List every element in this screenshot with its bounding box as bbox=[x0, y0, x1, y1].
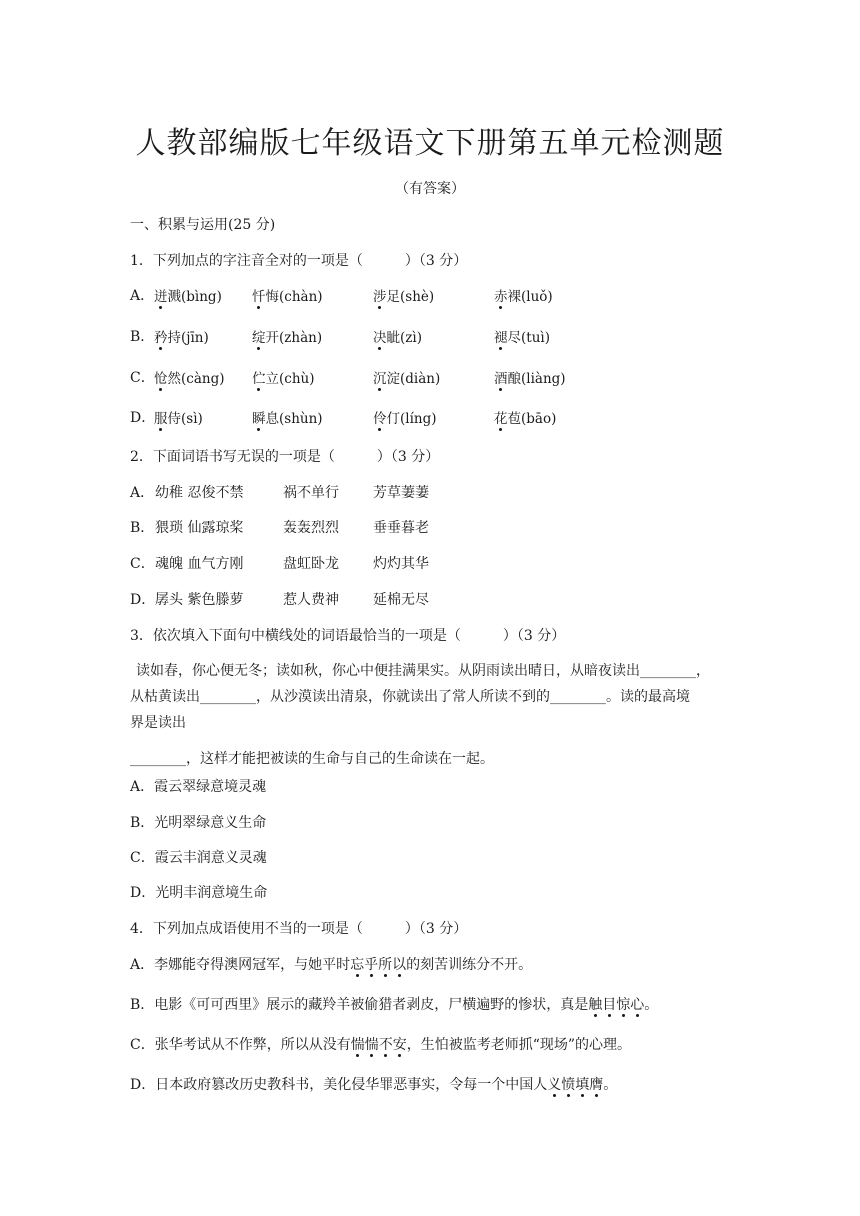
dotted-char: 膺 bbox=[589, 1077, 604, 1093]
option-label: D． bbox=[130, 592, 156, 608]
dotted-char: 忏 bbox=[252, 289, 266, 305]
dotted-char: 安 bbox=[392, 1037, 407, 1053]
question-3-stem: 3．依次填入下面句中横线处的词语最恰当的一项是（ ）（3 分） bbox=[130, 628, 566, 644]
passage-line: 从枯黄读出________，从沙漠读出清泉，你就读出了常人所读不到的________。读的最高境 bbox=[130, 689, 690, 705]
option-label: D． bbox=[130, 1077, 156, 1093]
pinyin-item bbox=[494, 285, 553, 305]
dotted-char: 迸 bbox=[154, 289, 168, 305]
pinyin-item bbox=[494, 326, 550, 346]
dotted-char: 赤 bbox=[494, 289, 508, 305]
question-1-stem: 1．下列加点的字注音全对的一项是（ ）（3 分） bbox=[130, 253, 468, 269]
dotted-char: 褪 bbox=[494, 330, 508, 346]
dotted-char: 惴 bbox=[364, 1037, 379, 1053]
passage-line: 界是读出 bbox=[130, 715, 186, 731]
item-text: 淀 bbox=[386, 371, 400, 387]
pinyin-item bbox=[154, 285, 222, 305]
pinyin-item bbox=[154, 326, 209, 346]
option-label: A． bbox=[130, 957, 155, 973]
section-heading: 一、积累与运用(25 分) bbox=[130, 217, 276, 233]
dotted-char: 以 bbox=[392, 957, 407, 973]
item-text: 持(jīn) bbox=[167, 330, 209, 346]
answer-option bbox=[130, 994, 658, 1014]
dotted-char: 所 bbox=[378, 957, 393, 973]
pinyin-item bbox=[373, 326, 422, 346]
item-text: 然(càng) bbox=[167, 371, 225, 387]
option-label: C． bbox=[130, 1037, 155, 1053]
dotted-char: 心 bbox=[630, 997, 645, 1013]
question-2-stem: 2．下面词语书写无误的一项是（ ）（3 分） bbox=[130, 449, 440, 465]
item-text: 足(shè) bbox=[386, 289, 435, 305]
option-label: B． bbox=[130, 329, 155, 345]
option-label: A． bbox=[130, 485, 155, 501]
option-label: B． bbox=[130, 997, 155, 1013]
dotted-char: 绽 bbox=[252, 330, 266, 346]
question-3-passage bbox=[130, 658, 730, 772]
option-text: 。 bbox=[644, 997, 659, 1013]
option-text: 惹人费神 bbox=[283, 592, 339, 608]
answer-option: A．霞云翠绿意境灵魂 bbox=[130, 779, 267, 795]
dotted-char: 惊 bbox=[616, 997, 631, 1013]
dotted-char: 乎 bbox=[364, 957, 379, 973]
pinyin-item bbox=[373, 367, 440, 387]
answer-option bbox=[130, 1034, 631, 1054]
option-label: D． bbox=[130, 410, 156, 426]
page-subtitle: （有答案） bbox=[395, 181, 465, 197]
dotted-idiom bbox=[588, 997, 644, 1013]
option-text: 魂魄 血气方刚 bbox=[155, 556, 244, 572]
pinyin-item bbox=[373, 407, 437, 427]
option-text: 幼稚 忍俊不禁 bbox=[155, 485, 244, 501]
page-title: 人教部编版七年级语文下册第五单元检测题 bbox=[135, 126, 725, 161]
item-text: (liàng) bbox=[521, 371, 566, 387]
dotted-char: 沉 bbox=[373, 371, 387, 387]
option-text: 轰轰烈烈 bbox=[283, 520, 339, 536]
option-label: C． bbox=[130, 556, 155, 572]
option-text: 盘虹卧龙 bbox=[283, 556, 339, 572]
answer-option: C．霞云丰润意义灵魂 bbox=[130, 850, 267, 866]
pinyin-item bbox=[154, 367, 224, 387]
pinyin-item bbox=[494, 407, 556, 427]
item-text: 溅(bìng) bbox=[167, 289, 222, 305]
option-text: ，生怕被监考老师抓“现场”的心理。 bbox=[406, 1037, 632, 1053]
pinyin-item bbox=[154, 407, 203, 427]
option-text: 延棉无尽 bbox=[373, 592, 429, 608]
item-text: 尽(tuì) bbox=[507, 330, 550, 346]
dotted-char: 酒 bbox=[494, 371, 508, 387]
item-text: 侍 bbox=[167, 411, 181, 427]
dotted-char: 决 bbox=[373, 330, 387, 346]
option-label: B． bbox=[130, 520, 155, 536]
option-text: 电影《可可西里》展示的藏羚羊被偷猎者剥皮，尸横遍野的惨状，真是 bbox=[154, 997, 589, 1013]
option-text: 灼灼其华 bbox=[373, 556, 429, 572]
option-text: 的刻苦训练分不开。 bbox=[406, 957, 533, 973]
item-text: (zì) bbox=[400, 330, 422, 346]
item-text: (luǒ) bbox=[521, 289, 553, 305]
option-text: 祸不单行 bbox=[283, 485, 339, 501]
option-text: 张华考试从不作弊，所以从没有 bbox=[154, 1037, 351, 1053]
dotted-char: 怆 bbox=[154, 371, 168, 387]
dotted-char: 伶 bbox=[373, 411, 387, 427]
item-text: 息(shùn) bbox=[265, 411, 323, 427]
option-text: 猥琐 仙露琼桨 bbox=[155, 520, 244, 536]
option-label: A． bbox=[130, 288, 155, 304]
pinyin-item bbox=[252, 367, 314, 387]
pinyin-item bbox=[252, 285, 323, 305]
dotted-char: 填 bbox=[575, 1077, 590, 1093]
item-text: (bāo) bbox=[521, 411, 557, 427]
answer-option: D．光明丰润意境生命 bbox=[130, 885, 268, 901]
dotted-char: 矜 bbox=[154, 330, 168, 346]
item-text: 苞 bbox=[507, 411, 521, 427]
dotted-char: 不 bbox=[378, 1037, 393, 1053]
pinyin-item bbox=[494, 367, 566, 387]
dotted-idiom bbox=[351, 1037, 407, 1053]
dotted-idiom bbox=[350, 957, 406, 973]
answer-option bbox=[130, 1074, 617, 1094]
dotted-char: 涉 bbox=[373, 289, 387, 305]
item-text: 仃(líng) bbox=[386, 411, 437, 427]
answer-option bbox=[130, 954, 532, 974]
item-text: 开(zhàn) bbox=[265, 330, 323, 346]
pinyin-item bbox=[252, 407, 323, 427]
option-text: 李娜能夺得澳网冠军，与她平时 bbox=[154, 957, 351, 973]
dotted-char: 忘 bbox=[350, 957, 365, 973]
item-text: 悔(chàn) bbox=[265, 289, 323, 305]
dotted-char: 义 bbox=[547, 1077, 562, 1093]
option-text: 孱头 紫色滕萝 bbox=[155, 592, 244, 608]
passage-line: 读如春，你心便无冬；读如秋，你心中便挂满果实。从阴雨读出晴日，从暗夜读出________， bbox=[136, 663, 710, 679]
dotted-char: 触 bbox=[588, 997, 603, 1013]
dotted-char: 愤 bbox=[561, 1077, 576, 1093]
dotted-char: 服 bbox=[154, 411, 168, 427]
passage-line: ________，这样才能把被读的生命与自己的生命读在一起。 bbox=[130, 751, 494, 767]
item-text: 立(chù) bbox=[265, 371, 315, 387]
dotted-char: 惴 bbox=[350, 1037, 365, 1053]
option-text: 芳草萋萋 bbox=[373, 485, 429, 501]
option-label: C． bbox=[130, 370, 155, 386]
answer-option: B．光明翠绿意义生命 bbox=[130, 815, 267, 831]
option-text: 。 bbox=[603, 1077, 618, 1093]
dotted-char: 花 bbox=[494, 411, 508, 427]
item-text: (diàn) bbox=[400, 371, 441, 387]
dotted-char: 伫 bbox=[252, 371, 266, 387]
pinyin-item bbox=[373, 285, 434, 305]
item-text: 眦 bbox=[386, 330, 400, 346]
dotted-char: 目 bbox=[602, 997, 617, 1013]
item-text: 酿 bbox=[507, 371, 521, 387]
dotted-char: 瞬 bbox=[252, 411, 266, 427]
option-text: 日本政府篡改历史教科书，美化侵华罪恶事实，令每一个中国人 bbox=[155, 1077, 548, 1093]
dotted-idiom bbox=[547, 1077, 603, 1093]
pinyin-item bbox=[252, 326, 322, 346]
item-text: 裸 bbox=[507, 289, 521, 305]
question-4-stem: 4．下列加点成语使用不当的一项是（ ）（3 分） bbox=[130, 921, 468, 937]
option-text: 垂垂暮老 bbox=[373, 520, 429, 536]
item-text: (sì) bbox=[181, 411, 203, 427]
